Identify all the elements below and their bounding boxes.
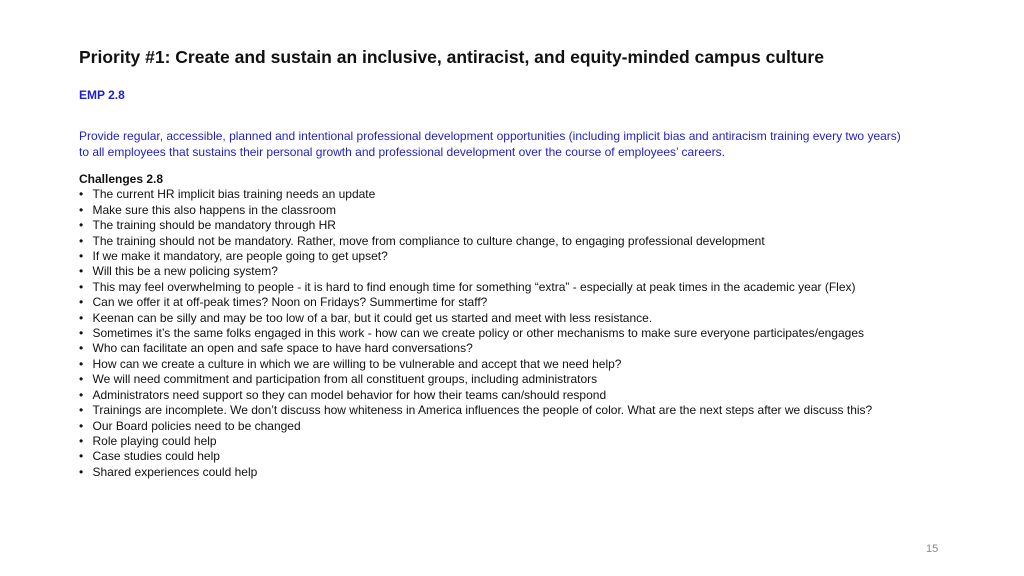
challenge-item [79,280,909,295]
challenge-text: Can we offer it at off-peak times? Noon on Fridays? Summertime for staff? [92,295,488,310]
challenge-text: Administrators need support so they can model behavior for how their teams can/should respond [92,387,607,402]
bullet-icon: • [79,218,84,233]
challenge-item [79,419,909,434]
page-number: 15 [926,543,939,555]
challenge-item [79,449,909,464]
challenge-text: We will need commitment and participation from all constituent groups, including administrators [92,372,598,387]
bullet-icon: • [79,341,84,356]
bullet-icon: • [79,372,84,387]
challenge-item [79,388,909,403]
challenge-text: Role playing could help [92,433,217,448]
challenges-section [79,172,909,480]
challenge-text: Make sure this also happens in the classroom [92,202,336,217]
challenge-item [79,234,909,249]
bullet-icon: • [79,356,84,371]
challenge-item [79,372,909,387]
challenge-item [79,403,909,418]
challenge-text: If we make it mandatory, are people going to get upset? [92,249,388,264]
challenges-heading: Challenges 2.8 [79,172,164,186]
challenge-text: This may feel overwhelming to people - it is hard to find enough time for something “extra” - especially at peak times in the academic year (Flex) [92,279,856,294]
challenge-item [79,434,909,449]
bullet-icon: • [79,464,84,479]
bullet-icon: • [79,249,84,264]
bullet-icon: • [79,202,84,217]
challenge-item [79,357,909,372]
challenge-text: The current HR implicit bias training needs an update [92,187,376,202]
challenge-item [79,264,909,279]
challenge-item [79,465,909,480]
challenge-text: The training should not be mandatory. Rather, move from compliance to culture change, to engaging professional development [92,233,765,248]
bullet-icon: • [79,326,84,341]
challenge-item [79,218,909,233]
challenge-item [79,326,909,341]
challenge-text: The training should be mandatory through HR [92,218,336,233]
challenge-item [79,295,909,310]
bullet-icon: • [79,295,84,310]
challenge-text: How can we create a culture in which we are willing to be vulnerable and accept that we need help? [92,356,622,371]
challenges-list [79,187,909,480]
challenge-text: Sometimes it’s the same folks engaged in this work - how can we create policy or other mechanisms to make sure everyone participates/engages [92,326,864,341]
emp-description: Provide regular, accessible, planned and intentional professional development opportunities (including implicit bias and antiracism training every two years) to all employees that sustains their personal growth and professional development over the course of employees’ careers. [79,129,901,159]
challenge-item [79,187,909,202]
challenge-item [79,311,909,326]
bullet-icon: • [79,310,84,325]
bullet-icon: • [79,264,84,279]
bullet-icon: • [79,449,84,464]
challenge-item [79,249,909,264]
challenge-text: Case studies could help [92,449,220,464]
bullet-icon: • [79,279,84,294]
challenge-text: Will this be a new policing system? [92,264,278,279]
challenge-text: Keenan can be silly and may be too low of a bar, but it could get us started and meet with less resistance. [92,310,653,325]
bullet-icon: • [79,187,84,202]
challenge-text: Who can facilitate an open and safe space to have hard conversations? [92,341,473,356]
bullet-icon: • [79,387,84,402]
bullet-icon: • [79,233,84,248]
challenge-text: Our Board policies need to be changed [92,418,301,433]
emp-label: EMP 2.8 [79,88,125,102]
bullet-icon: • [79,418,84,433]
challenge-item [79,203,909,218]
challenge-text: Trainings are incomplete. We don’t discuss how whiteness in America influences the people of color. What are the next steps after we discuss this? [92,403,873,418]
slide-title: Priority #1: Create and sustain an inclusive, antiracist, and equity-minded campus culture [79,47,824,67]
challenge-item [79,341,909,356]
bullet-icon: • [79,433,84,448]
challenge-text: Shared experiences could help [92,464,258,479]
bullet-icon: • [79,403,84,418]
